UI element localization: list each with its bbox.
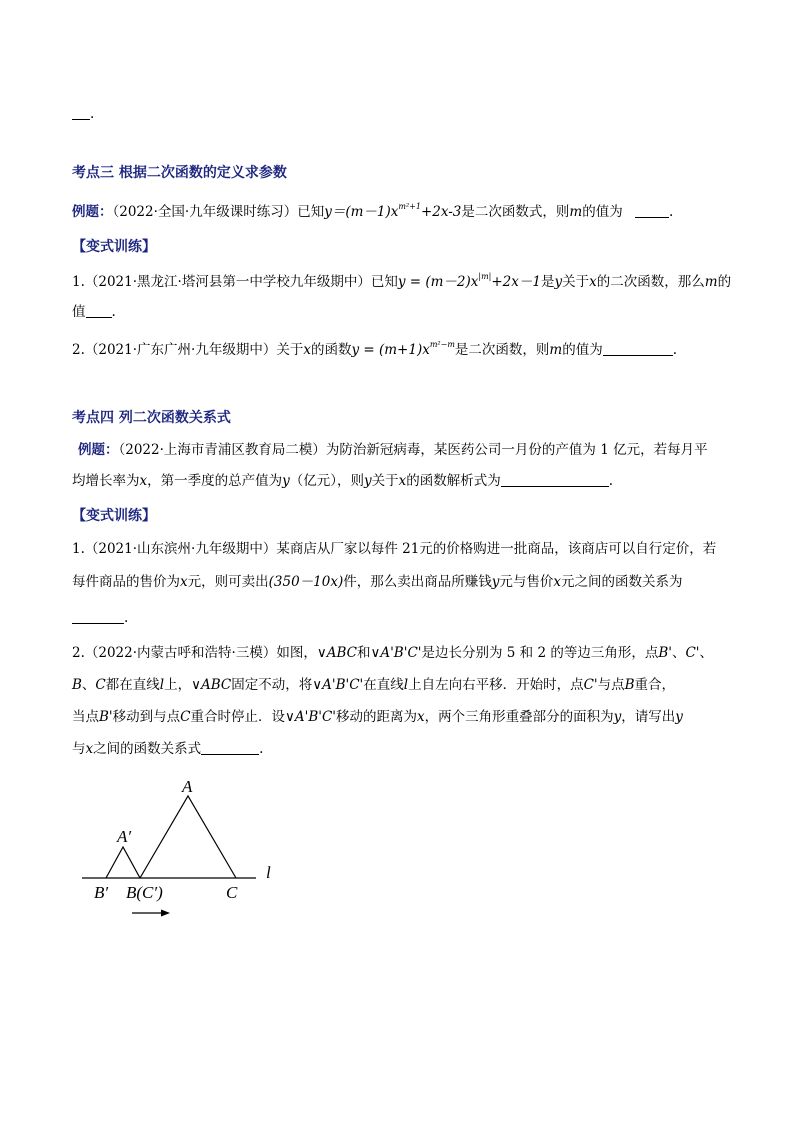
label-A: A — [182, 777, 193, 796]
section4-q2-line3: 当点B'移动到与点C重合时停止．设∨A'B'C'移动的距离为x，两个三角形重叠部分的面积为y，请写出y — [72, 709, 683, 725]
top-fragment: . — [72, 104, 94, 124]
section4-q2-line4: 与x之间的函数关系式 . — [72, 741, 264, 757]
answer-blank — [201, 740, 259, 755]
label-C: C — [226, 883, 238, 902]
section4-training-label: 【变式训练】 — [72, 508, 156, 524]
triangle-figure — [70, 770, 290, 930]
section4-q1-line1: 1.（2021·山东滨州·九年级期中）某商店从厂家以每件 21元的价格购进一批商品，该商店可以自行定价，若 — [72, 541, 717, 557]
section3-q2: 2.（2021·广东广州·九年级期中）关于x的函数$y = (m+1)x^{m^2-m}$是二次函数，则m的值为 . — [72, 340, 678, 358]
section4-q2-line2: B、C都在直线l上，∨ABC固定不动，将∨A'B'C'在直线l上自左向右平移．开始时，点C'与点B重合， — [72, 677, 676, 693]
answer-blank — [603, 341, 673, 356]
section3-q1-line1: 1.（2021·黑龙江·塔河县第一中学校九年级期中）已知$y = (m-2)x^{|m|}+2x-1$是y关于x的二次函数，那么m的 — [72, 272, 732, 290]
section4-example-line2: 均增长率为x，第一季度的总产值为y（亿元），则y关于x的函数解析式为 . — [72, 473, 614, 489]
answer-blank — [501, 472, 609, 487]
section4-example-line1: 例题：（2022·上海市青浦区教育局二模）为防治新冠病毒，某医药公司一月份的产值为 1 亿元，若每月平 — [78, 442, 708, 458]
answer-blank — [86, 303, 112, 318]
section4-q1-line2: 每件商品的售价为x元，则可卖出(350－10x)件，那么卖出商品所赚钱y元与售价x元之间的函数关系为 — [72, 574, 683, 590]
section3-example: 例题：（2022·全国·九年级课时练习）已知$y=(m-1)x^{m^2+1}+2x-3$是二次函数式，则m的值为 . — [72, 202, 674, 220]
direction-arrow-head — [161, 910, 170, 917]
answer-blank — [635, 203, 669, 218]
answer-blank — [72, 105, 90, 120]
small-triangle — [106, 847, 140, 878]
section3-q1-line2: 值 . — [72, 304, 116, 320]
section3-heading: 考点三 根据二次函数的定义求参数 — [72, 165, 287, 181]
large-triangle — [140, 796, 236, 878]
section4-heading: 考点四 列二次函数关系式 — [72, 410, 231, 426]
label-A-prime: A′ — [117, 827, 132, 846]
section4-q2-line1: 2.（2022·内蒙古呼和浩特·三模）如图，∨ABC和∨A'B'C'是边长分别为 5 和 2 的等边三角形，点B'、C'、 — [72, 645, 714, 661]
label-B-C-prime: B(C′) — [126, 883, 163, 902]
label-l: l — [266, 863, 271, 882]
label-B-prime: B′ — [94, 883, 109, 902]
answer-blank — [72, 609, 124, 624]
section4-q1-line3: . — [72, 608, 128, 628]
section3-training-label: 【变式训练】 — [72, 239, 156, 255]
